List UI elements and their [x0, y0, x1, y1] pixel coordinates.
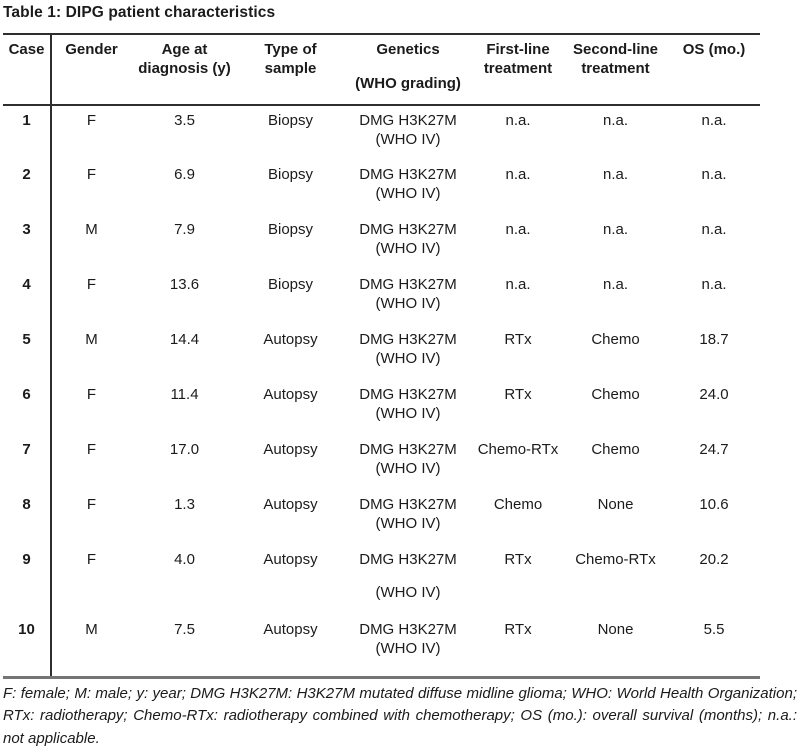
cell-genetics: DMG H3K27M (WHO IV)	[359, 331, 457, 367]
cell-os: 24.7	[699, 441, 729, 458]
cell-gender: F	[86, 166, 97, 183]
header-row	[3, 34, 760, 105]
table-row	[3, 545, 760, 615]
table-row	[3, 215, 760, 270]
cell-os: 20.2	[699, 551, 729, 568]
cell-sample: Autopsy	[263, 331, 318, 348]
patient-characteristics-table	[3, 33, 760, 679]
cell-second-line: Chemo	[591, 386, 640, 403]
cell-age: 13.6	[169, 276, 200, 293]
cell-genetics: DMG H3K27M (WHO IV)	[359, 386, 457, 422]
cell-case: 5	[3, 325, 51, 380]
cell-gender: F	[86, 441, 97, 458]
cell-os: 18.7	[699, 331, 729, 348]
cell-case: 3	[3, 215, 51, 270]
table-row	[3, 160, 760, 215]
cell-genetics: DMG H3K27M (WHO IV)	[359, 112, 457, 148]
cell-age: 11.4	[170, 386, 199, 403]
cell-gender: F	[86, 386, 97, 403]
cell-genetics: DMG H3K27M (WHO IV)	[359, 441, 457, 477]
cell-first-line: n.a.	[505, 276, 531, 293]
cell-gender: F	[86, 496, 97, 513]
cell-genetics: DMG H3K27M (WHO IV)	[359, 621, 457, 657]
table-row	[3, 380, 760, 435]
cell-second-line: n.a.	[602, 112, 629, 129]
cell-sample: Autopsy	[263, 621, 318, 638]
cell-sample: Biopsy	[267, 221, 314, 238]
cell-sample: Biopsy	[267, 166, 314, 183]
col-header-os: OS (mo.)	[668, 34, 760, 105]
cell-case: 1	[3, 105, 51, 160]
cell-case: 10	[3, 615, 51, 677]
cell-case: 2	[3, 160, 51, 215]
cell-first-line: RTx	[504, 551, 532, 568]
cell-age: 1.3	[174, 496, 195, 513]
cell-second-line: n.a.	[602, 221, 629, 238]
cell-case: 8	[3, 490, 51, 545]
cell-gender: M	[85, 221, 98, 238]
cell-os: n.a.	[701, 166, 727, 183]
table-title: Table 1: DIPG patient characteristics	[3, 4, 276, 21]
table-row	[3, 325, 760, 380]
cell-age: 4.0	[174, 551, 195, 568]
cell-first-line: RTx	[504, 621, 532, 638]
cell-sample: Biopsy	[267, 112, 314, 129]
cell-genetics: DMG H3K27M (WHO IV)	[359, 221, 457, 257]
cell-genetics: DMG H3K27M (WHO IV)	[359, 166, 457, 202]
col-header-sample: Type of sample	[238, 34, 343, 105]
cell-genetics: DMG H3K27M (WHO IV)	[359, 276, 457, 312]
col-header-first-line: First-line treatment	[473, 34, 563, 105]
table-footnote: F: female; M: male; y: year; DMG H3K27M: H3K27M mutated diffuse midline glioma; WHO: World Health Organization; RTx: radiotherapy; Chemo-RTx: radiotherapy combined with chemotherapy; OS (mo.): overall survival (months); n.a.: not applicable.	[3, 684, 797, 746]
cell-gender: F	[86, 551, 97, 568]
cell-gender: F	[86, 276, 97, 293]
cell-sample: Autopsy	[263, 386, 318, 403]
cell-first-line: n.a.	[505, 221, 531, 238]
table-row	[3, 270, 760, 325]
cell-os: 10.6	[699, 496, 729, 513]
cell-os: 24.0	[699, 386, 729, 403]
cell-case: 4	[3, 270, 51, 325]
cell-age: 7.5	[174, 621, 195, 638]
cell-os: n.a.	[701, 112, 727, 129]
table-row	[3, 105, 760, 160]
cell-second-line: None	[597, 496, 634, 513]
table-row	[3, 490, 760, 545]
cell-case: 7	[3, 435, 51, 490]
cell-age: 14.4	[169, 331, 200, 348]
cell-gender: M	[85, 621, 98, 638]
col-header-age: Age at diagnosis (y)	[131, 34, 238, 105]
cell-age: 6.9	[174, 166, 195, 183]
cell-os: n.a.	[701, 221, 727, 238]
cell-age: 17.0	[169, 441, 200, 458]
cell-first-line: Chemo-RTx	[477, 441, 559, 458]
cell-sample: Autopsy	[263, 496, 318, 513]
cell-second-line: Chemo	[591, 441, 640, 458]
cell-case: 6	[3, 380, 51, 435]
cell-sample: Autopsy	[263, 551, 318, 568]
cell-age: 3.5	[174, 112, 195, 129]
cell-sample: Autopsy	[263, 441, 318, 458]
col-header-gender: Gender	[51, 34, 131, 105]
cell-case: 9	[3, 545, 51, 615]
cell-gender: M	[85, 331, 98, 348]
table-row	[3, 615, 760, 677]
cell-first-line: RTx	[504, 386, 532, 403]
cell-second-line: Chemo-RTx	[575, 551, 656, 568]
cell-os: 5.5	[703, 621, 725, 638]
cell-gender: F	[86, 112, 97, 129]
col-header-case: Case	[3, 34, 51, 105]
cell-first-line: n.a.	[505, 112, 531, 129]
cell-first-line: Chemo	[493, 496, 543, 513]
cell-sample: Biopsy	[267, 276, 314, 293]
cell-second-line: Chemo	[591, 331, 640, 348]
cell-genetics: DMG H3K27M (WHO IV)	[359, 496, 457, 532]
cell-os: n.a.	[701, 276, 727, 293]
cell-first-line: RTx	[504, 331, 532, 348]
table-row	[3, 435, 760, 490]
col-header-second-line: Second-line treatment	[563, 34, 668, 105]
cell-first-line: n.a.	[505, 166, 531, 183]
cell-genetics: DMG H3K27M (WHO IV)	[359, 551, 457, 601]
cell-second-line: n.a.	[602, 166, 629, 183]
cell-second-line: n.a.	[602, 276, 629, 293]
cell-second-line: None	[597, 621, 634, 638]
cell-age: 7.9	[174, 221, 195, 238]
col-header-genetics: Genetics (WHO grading)	[343, 34, 473, 105]
